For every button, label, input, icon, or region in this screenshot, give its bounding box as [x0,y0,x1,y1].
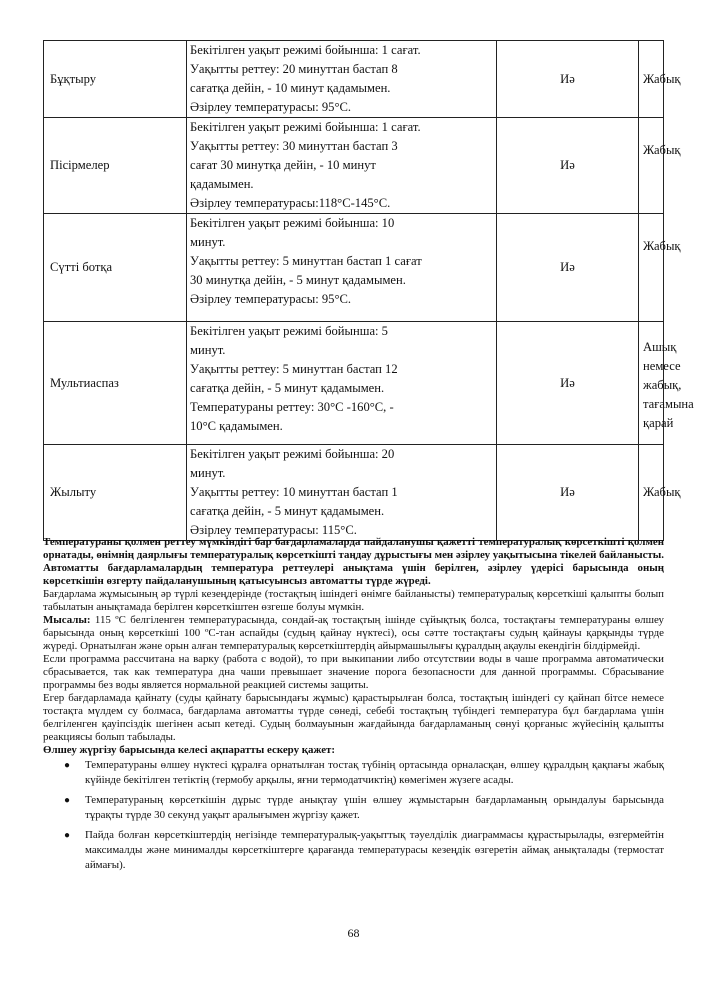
mode-lid: Жабық [639,445,664,541]
paragraph-example [43,614,664,653]
paragraph-russian: Если программа рассчитана на варку (работа с водой), то при выкипании либо отсутствии воды в чаше программа автоматически сбрасывается, так как температура дна чаши превышает значение порога безопасности для данной программы. Сбрасывание программы без воды является нормальной реакцией системы защиты. [43,653,664,691]
list-item: ● Пайда болған көрсеткіштердің негізінде температуралық-уақыттық тәуелділік диаграммасы құрастырылады, өзгермейтін максималды және минималды көрсеткіштерге қарағанда температурасы кезеңдік өзгеретін аймақ анықталады (термостат аймағы). [64,829,664,871]
table-row [44,322,664,445]
mode-description: Бекітілген уақыт режимі бойынша: 10 минут. Уақытты реттеу: 5 минуттан бастап 1 сағат 30 минутқа дейін, - 5 минут қадамымен. Әзірлеу температурасы: 95°С. [187,214,497,322]
measurement-list [43,758,664,873]
mode-yes: Иә [497,214,639,322]
paragraph-stage-variation: Бағдарлама жұмысының әр түрлі кезеңдерінде (тостақтың ішіндегі өнімге байланысты) температуралық көрсеткіші қалыпты болып табылатын анықтамада берілген көрсеткіштен өзгеше болуы мүмкін. [43,588,664,613]
mode-yes: Иә [497,322,639,445]
mode-description: Бекітілген уақыт режимі бойынша: 1 сағат. Уақытты реттеу: 20 минуттан бастап 8 сағатқа дейін, - 10 минут қадамымен. Әзірлеу температурасы: 95°С. [187,41,497,118]
mode-name: Бұқтыру [44,41,187,118]
mode-yes: Иә [497,445,639,541]
mode-name: Сүтті ботқа [44,214,187,322]
mode-lid: Жабық [639,214,664,322]
example-text: 115 ºС белгіленген температурасында, сондай-ақ тостақтың ішінде сұйықтық болса, тостақтағы температураны өлшеу барысында оның көрсеткіші 100 ºС-тан аспайды (судың қайнау нүктесі), осы сәтте тостақтағы судың қайнауы қарқынды түрде жүреді. Орнатылған және орын алған температуралық көрсеткіштердің айырмашылығы құралдың ақаулы екендігін білдірмейді. [43,614,664,652]
mode-yes: Иә [497,41,639,118]
bullet-icon: ● [64,760,71,771]
cooking-modes-table [43,40,694,541]
body-text [43,536,664,878]
measurement-heading: Өлшеу жүргізу барысында келесі ақпаратты ескеру қажет: [43,744,336,756]
mode-description: Бекітілген уақыт режимі бойынша: 1 сағат. Уақытты реттеу: 30 минуттан бастап 3 сағат 30 минутқа дейін, - 10 минут қадамымен. Әзірлеу температурасы:118°С-145°С. [187,118,497,214]
table-row [44,118,664,214]
paragraph-boiling: Егер бағдарламада қайнату (суды қайнату барысындағы жұмыс) қарастырылған болса, тостақтың ішіндегі су қайнап бітсе немесе тостақта мүлдем су болмаса, бағдарлама автоматты түрде сөнеді, себебі тостақтың түбіндегі температура бұл бағдарлама үшін белгіленген қауіпсіздік шегінен асып кетеді. Судың болмауынын жағдайында бағдарламаның сөнуі қорғаныс жүйесінің қалыпты реакциясы болып табылады. [43,692,664,743]
mode-description: Бекітілген уақыт режимі бойынша: 5 минут. Уақытты реттеу: 5 минуттан бастап 12 сағатқа дейін, - 5 минут қадамымен. Температураны реттеу: 30°С -160°С, - 10°С қадамымен. [187,322,497,445]
page-number: 68 [347,926,360,940]
mode-lid: Жабық [639,118,664,214]
mode-name: Жылыту [44,445,187,541]
table-row [44,214,664,322]
list-item: ● Температураның көрсеткішін дұрыс түрде анықтау үшін өлшеу жұмыстарын бағдарламаның орындалуы барысында тұрақты түрде 30 секунд уақыт аралығымен жүргізу қажет. [64,794,664,821]
mode-yes: Иә [497,118,639,214]
mode-lid: Ашық немесе жабық, тағамына қарай [639,322,664,445]
table-row [44,41,664,118]
paragraph-manual-temperature: Температураны қолмен реттеу мүмкіндігі бар бағдарламаларда пайдаланушы қажетті температуралық көрсеткішті қолмен орнатады, өнімнің даярлығы температуралық көрсеткішті таңдау дұрыстығы мен әзірлеу уақытысына тікелей байланысты. Автоматты бағдарламалардың температура реттеулері анықтама үшін берілген, әзірлеу үдерісі барысында оның көрсеткішін өзгерту пайдаланушының қатысуынсыз автоматты түрде жүреді. [43,536,664,587]
table-row [44,445,664,541]
mode-lid: Жабық [639,41,664,118]
example-label: Мысалы: [43,614,91,626]
mode-name: Мультиаспаз [44,322,187,445]
bullet-icon: ● [64,830,71,841]
mode-description: Бекітілген уақыт режимі бойынша: 20 минут. Уақытты реттеу: 10 минуттан бастап 1 сағатқа дейін, - 5 минут қадамымен. Әзірлеу температурасы: 115°С. [187,445,497,541]
bullet-icon: ● [64,795,71,806]
mode-name: Пісірмелер [44,118,187,214]
list-item: ● Температураны өлшеу нүктесі құралға орнатылған тостақ түбінің ортасында орналасқан, өлшеу құралдың қақпағы жабық күйінде бекітілген тетіктің (термобу арқылы, яғни термодатчиктің) көмегімен жүзеге асады. [64,759,664,786]
